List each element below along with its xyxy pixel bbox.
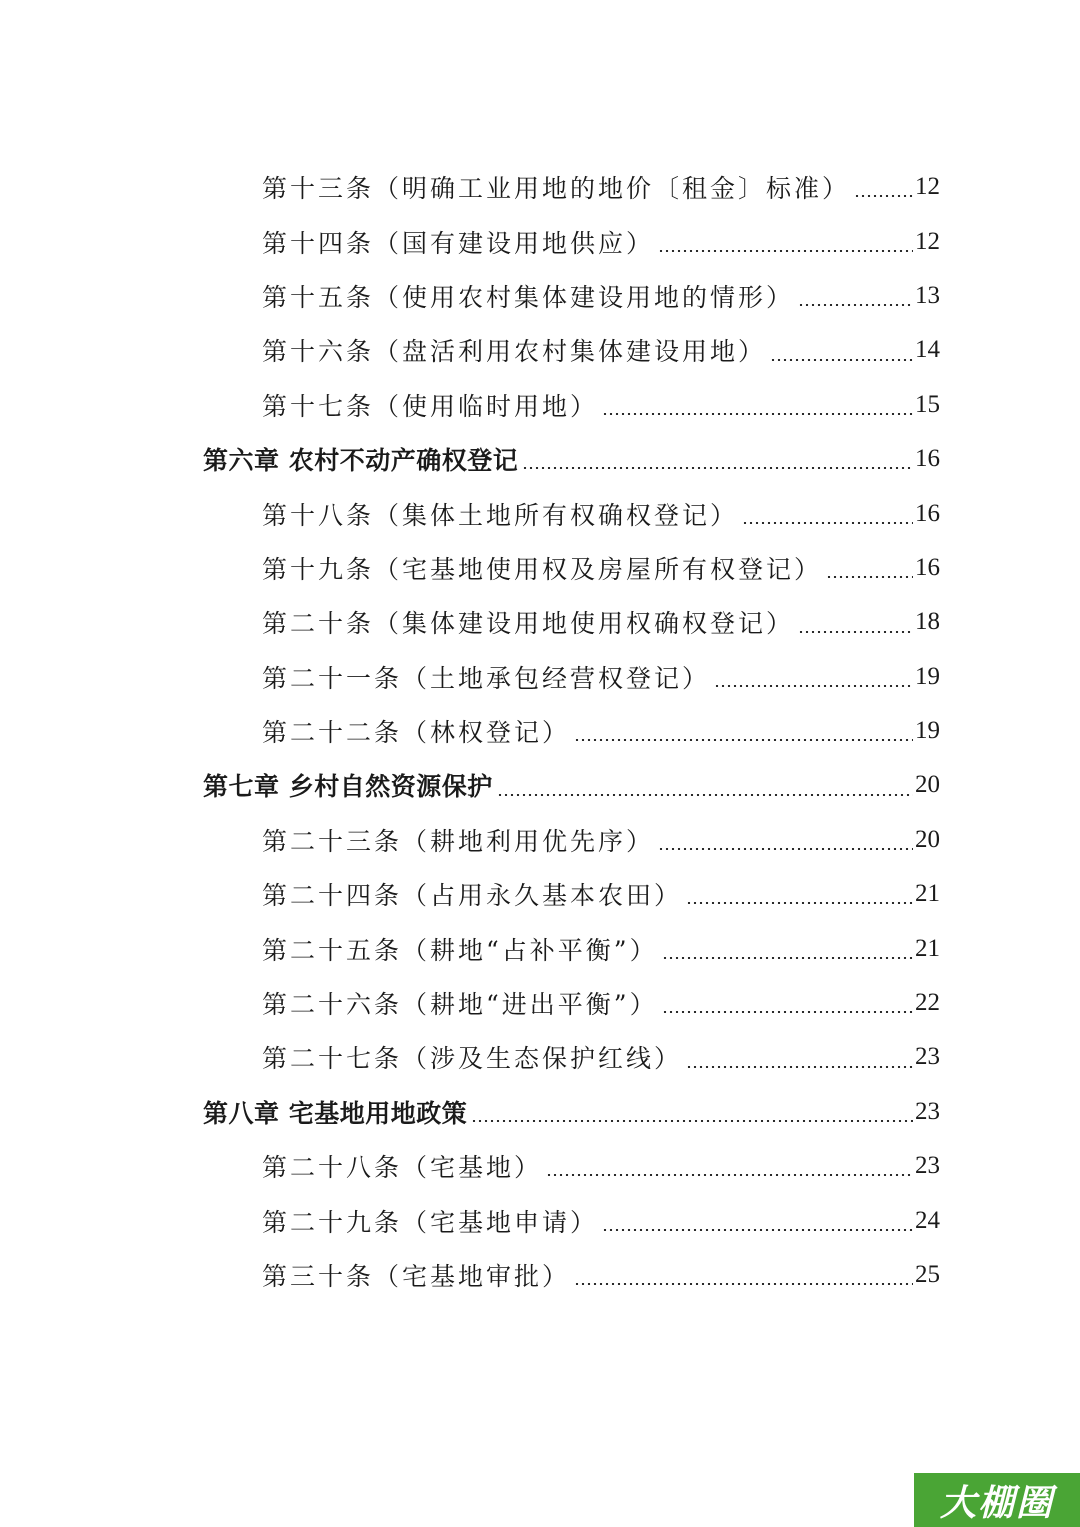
dot-leader <box>798 631 913 633</box>
toc-entry-title: 第二十三条（耕地利用优先序） <box>262 826 655 856</box>
dot-leader <box>714 685 913 687</box>
toc-entry-page-number: 15 <box>915 390 940 418</box>
toc-entry-title: 第二十六条（耕地“进出平衡”） <box>262 990 658 1020</box>
dot-leader <box>742 522 913 524</box>
dot-leader <box>854 195 913 197</box>
dot-leader <box>497 794 913 796</box>
dot-leader <box>686 1066 913 1068</box>
dot-leader <box>546 1174 913 1176</box>
watermark-text: 大棚圈 <box>939 1482 1054 1524</box>
toc-article-entry[interactable] <box>0 595 1080 649</box>
toc-entry-page-number: 23 <box>915 1152 940 1180</box>
toc-article-entry[interactable] <box>0 541 1080 595</box>
toc-entry-title: 第十九条（宅基地使用权及房屋所有权登记） <box>262 554 823 584</box>
table-of-contents <box>0 160 1080 1302</box>
dot-leader <box>574 1283 913 1285</box>
toc-entry-page-number: 22 <box>915 989 940 1017</box>
toc-entry-page-number: 23 <box>915 1097 940 1125</box>
toc-article-entry[interactable] <box>0 1030 1080 1084</box>
toc-entry-title: 第二十四条（占用永久基本农田） <box>262 881 683 911</box>
toc-article-entry[interactable] <box>0 1193 1080 1247</box>
toc-entry-page-number: 20 <box>915 771 940 799</box>
dot-leader <box>522 467 913 469</box>
toc-article-entry[interactable] <box>0 867 1080 921</box>
toc-article-entry[interactable] <box>0 214 1080 268</box>
toc-article-entry[interactable] <box>0 704 1080 758</box>
toc-article-entry[interactable] <box>0 1248 1080 1302</box>
toc-entry-title: 第二十八条（宅基地） <box>262 1153 543 1183</box>
dot-leader <box>662 957 913 959</box>
toc-article-entry[interactable] <box>0 378 1080 432</box>
toc-article-entry[interactable] <box>0 269 1080 323</box>
toc-entry-title: 第七章 乡村自然资源保护 <box>203 772 493 802</box>
toc-entry-page-number: 16 <box>915 553 940 581</box>
toc-entry-title: 第十五条（使用农村集体建设用地的情形） <box>262 282 795 312</box>
toc-entry-title: 第六章 农村不动产确权登记 <box>203 446 519 476</box>
toc-chapter-entry[interactable] <box>0 432 1080 486</box>
toc-entry-page-number: 24 <box>915 1206 940 1234</box>
toc-chapter-entry[interactable] <box>0 1085 1080 1139</box>
toc-article-entry[interactable] <box>0 486 1080 540</box>
dot-leader <box>798 304 913 306</box>
toc-article-entry[interactable] <box>0 650 1080 704</box>
toc-article-entry[interactable] <box>0 976 1080 1030</box>
toc-entry-title: 第二十九条（宅基地申请） <box>262 1207 599 1237</box>
toc-entry-title: 第十八条（集体土地所有权确权登记） <box>262 500 739 530</box>
toc-chapter-entry[interactable] <box>0 758 1080 812</box>
toc-entry-title: 第二十五条（耕地“占补平衡”） <box>262 935 658 965</box>
dot-leader <box>826 576 913 578</box>
toc-entry-page-number: 23 <box>915 1043 940 1071</box>
toc-entry-page-number: 19 <box>915 662 940 690</box>
dot-leader <box>602 1229 913 1231</box>
toc-article-entry[interactable] <box>0 1139 1080 1193</box>
toc-entry-title: 第十七条（使用临时用地） <box>262 391 599 421</box>
toc-entry-title: 第十四条（国有建设用地供应） <box>262 228 655 258</box>
toc-article-entry[interactable] <box>0 921 1080 975</box>
toc-entry-page-number: 21 <box>915 934 940 962</box>
toc-article-entry[interactable] <box>0 813 1080 867</box>
dot-leader <box>658 250 913 252</box>
toc-entry-title: 第二十二条（林权登记） <box>262 718 571 748</box>
toc-entry-page-number: 18 <box>915 608 940 636</box>
toc-entry-page-number: 20 <box>915 825 940 853</box>
dot-leader <box>686 902 913 904</box>
watermark-logo <box>914 1473 1080 1527</box>
toc-entry-title: 第二十条（集体建设用地使用权确权登记） <box>262 609 795 639</box>
toc-entry-title: 第十三条（明确工业用地的地价〔租金〕标准） <box>262 174 851 204</box>
toc-article-entry[interactable] <box>0 160 1080 214</box>
dot-leader <box>574 739 913 741</box>
dot-leader <box>770 359 913 361</box>
toc-entry-page-number: 12 <box>915 227 940 255</box>
dot-leader <box>471 1120 913 1122</box>
toc-entry-page-number: 12 <box>915 173 940 201</box>
dot-leader <box>602 413 913 415</box>
toc-entry-page-number: 25 <box>915 1261 940 1288</box>
toc-entry-page-number: 16 <box>915 499 940 527</box>
toc-entry-title: 第八章 宅基地用地政策 <box>203 1098 468 1128</box>
toc-article-entry[interactable] <box>0 323 1080 377</box>
toc-entry-title: 第二十七条（涉及生态保护红线） <box>262 1044 683 1074</box>
toc-entry-title: 第十六条（盘活利用农村集体建设用地） <box>262 337 767 367</box>
toc-entry-page-number: 21 <box>915 880 940 908</box>
toc-entry-page-number: 19 <box>915 717 940 745</box>
toc-entry-page-number: 14 <box>915 336 940 364</box>
toc-entry-title: 第二十一条（土地承包经营权登记） <box>262 663 711 693</box>
dot-leader <box>662 1011 913 1013</box>
toc-entry-title: 第三十条（宅基地审批） <box>262 1262 571 1291</box>
toc-entry-page-number: 13 <box>915 281 940 309</box>
dot-leader <box>658 848 913 850</box>
toc-entry-page-number: 16 <box>915 445 940 473</box>
